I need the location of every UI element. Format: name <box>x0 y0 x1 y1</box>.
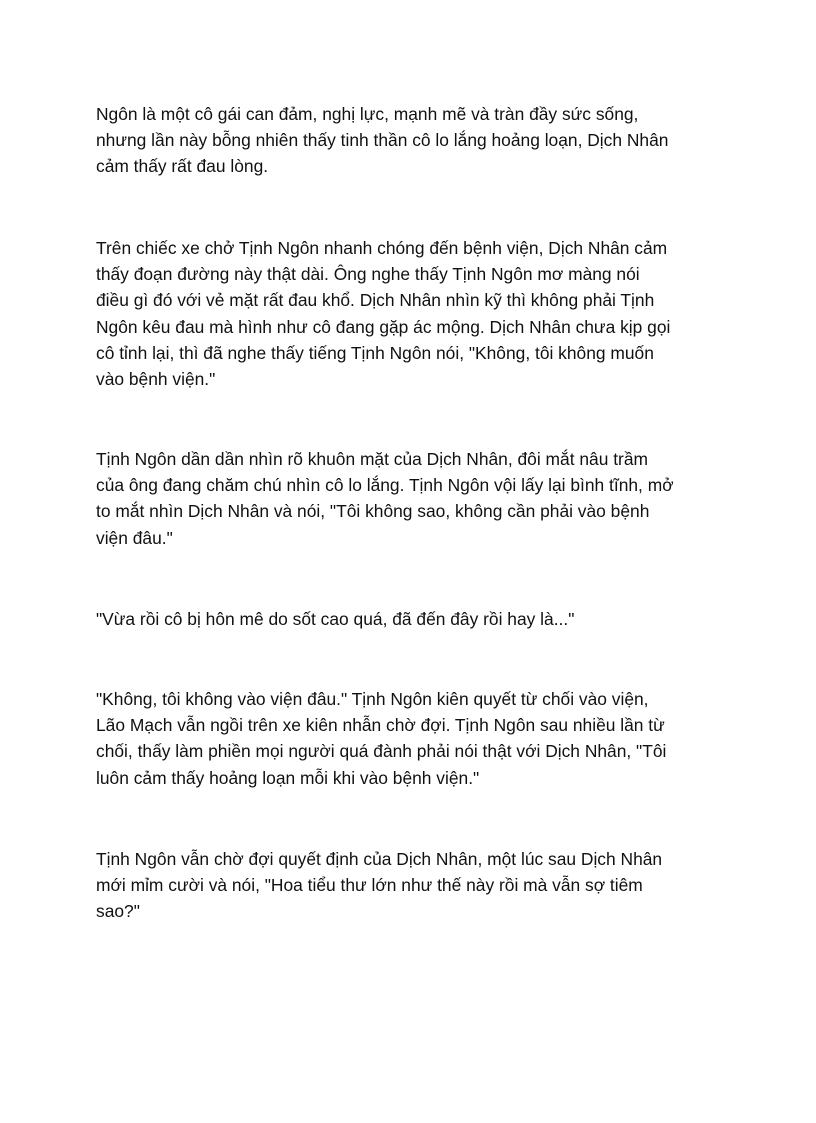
paragraph-5 <box>96 686 724 791</box>
paragraph-1 <box>96 101 724 180</box>
text-line: sao?" <box>96 901 140 922</box>
paragraph-3 <box>96 446 724 551</box>
text-line: Trên chiếc xe chở Tịnh Ngôn nhanh chóng đến bệnh viện, Dịch Nhân cảm <box>96 238 668 258</box>
text-line: nhưng lần này bỗng nhiên thấy tinh thần cô lo lắng hoảng loạn, Dịch Nhân <box>96 130 669 151</box>
text-line: thấy đoạn đường này thật dài. Ông nghe thấy Tịnh Ngôn mơ màng nói <box>96 264 640 285</box>
text-line: "Không, tôi không vào viện đâu." Tịnh Ngôn kiên quyết từ chối vào viện, <box>96 689 649 709</box>
text-line: to mắt nhìn Dịch Nhân và nói, "Tôi không sao, không cần phải vào bệnh <box>96 501 650 522</box>
text-line: Lão Mạch vẫn ngồi trên xe kiên nhẫn chờ đợi. Tịnh Ngôn sau nhiều lần từ <box>96 715 665 736</box>
text-line: Ngôn là một cô gái can đảm, nghị lực, mạnh mẽ và tràn đầy sức sống, <box>96 104 639 124</box>
text-line: Tịnh Ngôn vẫn chờ đợi quyết định của Dịch Nhân, một lúc sau Dịch Nhân <box>96 849 663 869</box>
text-line: mới mỉm cười và nói, "Hoa tiểu thư lớn như thế này rồi mà vẫn sợ tiêm <box>96 875 643 896</box>
text-line: viện đâu." <box>96 527 173 548</box>
text-line: luôn cảm thấy hoảng loạn mỗi khi vào bệnh viện." <box>96 767 480 788</box>
text-line: vào bệnh viện." <box>96 368 216 389</box>
text-line: điều gì đó với vẻ mặt rất đau khổ. Dịch Nhân nhìn kỹ thì không phải Tịnh <box>96 290 655 311</box>
text-line: Tịnh Ngôn dần dần nhìn rõ khuôn mặt của Dịch Nhân, đôi mắt nâu trầm <box>96 449 648 469</box>
text-line: "Vừa rồi cô bị hôn mê do sốt cao quá, đã đến đây rồi hay là..." <box>96 609 575 629</box>
paragraph-6 <box>96 846 724 925</box>
text-line: chối, thấy làm phiền mọi người quá đành phải nói thật với Dịch Nhân, "Tôi <box>96 741 667 762</box>
text-line: của ông đang chăm chú nhìn cô lo lắng. Tịnh Ngôn vội lấy lại bình tĩnh, mở <box>96 475 674 496</box>
paragraph-4 <box>96 606 724 632</box>
text-line: Ngôn kêu đau mà hình như cô đang gặp ác mộng. Dịch Nhân chưa kịp gọi <box>96 316 671 337</box>
text-line: cảm thấy rất đau lòng. <box>96 156 269 177</box>
paragraph-2 <box>96 235 724 392</box>
text-line: cô tỉnh lại, thì đã nghe thấy tiếng Tịnh Ngôn nói, "Không, tôi không muốn <box>96 342 654 363</box>
